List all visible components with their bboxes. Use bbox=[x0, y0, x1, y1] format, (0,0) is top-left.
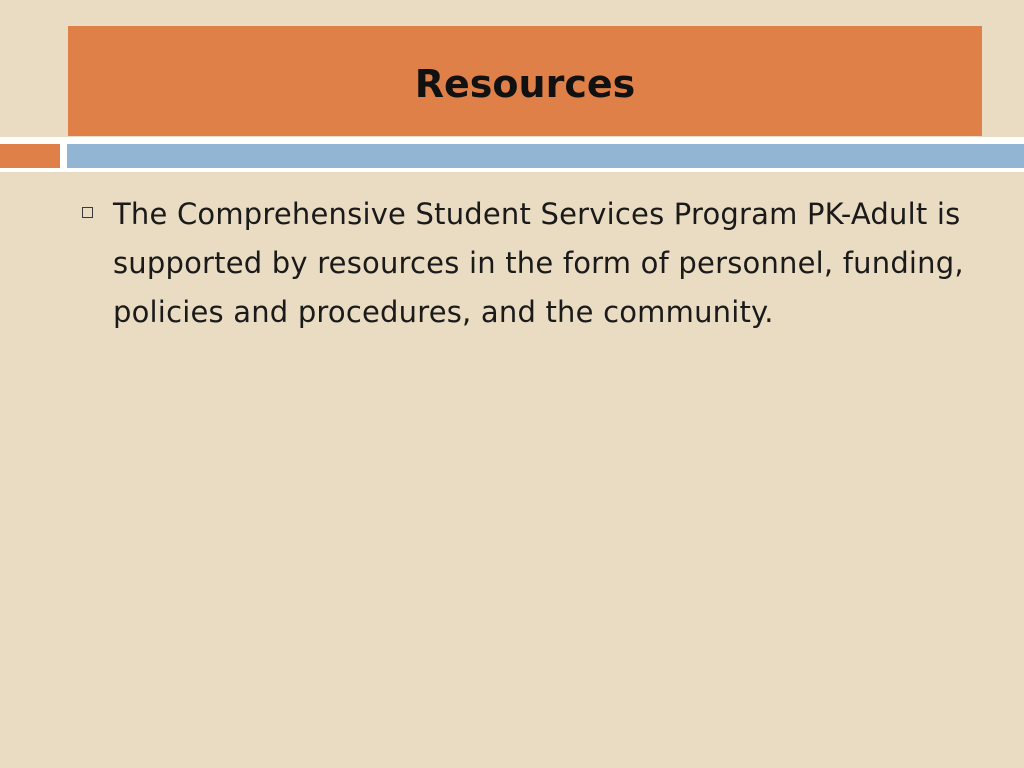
slide-content bbox=[82, 190, 982, 337]
accent-bar-orange bbox=[0, 144, 60, 168]
bullet-item bbox=[82, 190, 982, 337]
accent-bar-blue bbox=[67, 144, 1024, 168]
bullet-text: The Comprehensive Student Services Program PK-Adult is supported by resources in the form of personnel, funding, policies and procedures, and the community. bbox=[113, 197, 964, 329]
square-bullet-icon bbox=[82, 207, 93, 218]
slide-title: Resources bbox=[414, 62, 636, 106]
title-bar bbox=[68, 26, 982, 136]
